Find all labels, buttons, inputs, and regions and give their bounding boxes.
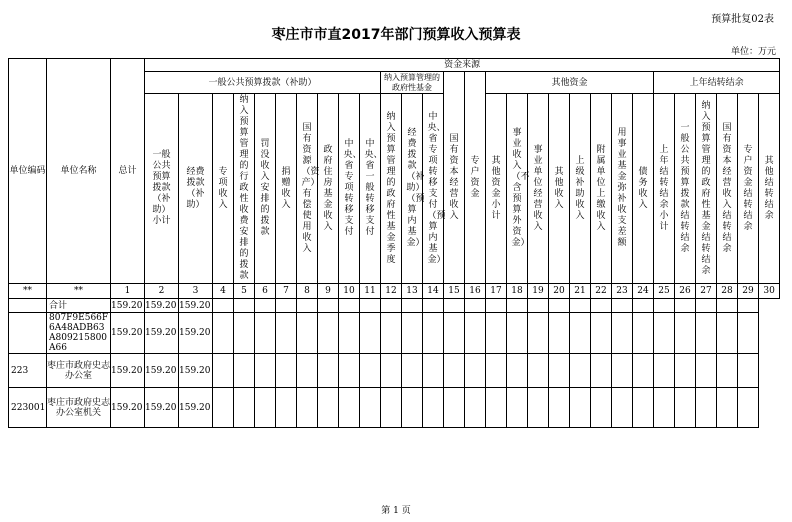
header-col-3: 经费拨款（补助）: [186, 166, 205, 210]
header-col-24: 债务收入: [638, 166, 648, 210]
header-col-20: 其他收入: [554, 166, 564, 210]
col-number: **: [9, 284, 47, 299]
header-col-30: 其他结转结余: [764, 155, 774, 221]
col-number: 1: [111, 284, 145, 299]
header-col-6: 罚没收入安排的拨款: [260, 139, 270, 237]
header-unit-code: 单位编码: [9, 59, 47, 284]
header-col-27: 纳入预算管理的政府性基金结转结余: [701, 100, 711, 276]
header-col-15: 国有资本经营收入: [449, 133, 459, 221]
col-number: 19: [528, 284, 549, 299]
header-col-21: 上级补助收入: [575, 155, 585, 221]
cell-total: 159.20: [111, 313, 145, 354]
cell-general-subtotal: 159.20: [145, 300, 177, 311]
col-number: 9: [318, 284, 339, 299]
page-title: 枣庄市市直2017年部门预算收入预算表: [271, 27, 521, 43]
col-number: 4: [213, 284, 234, 299]
col-number: 26: [675, 284, 696, 299]
header-col-25: 上年结转结余小计: [659, 144, 669, 232]
header-col-28: 国有资本经营收入结转结余: [722, 122, 732, 254]
cell-funding: 159.20: [179, 388, 213, 428]
unit-label: 单位：万元: [730, 47, 776, 57]
col-number: 25: [654, 284, 675, 299]
col-number: 18: [507, 284, 528, 299]
header-col-16: 专户资金: [470, 155, 480, 199]
header-col-18: 事业收入（不含预算外资金）: [511, 128, 530, 248]
header-total: 总计: [111, 59, 145, 284]
cell-total: 159.20: [111, 300, 143, 311]
table-row: [9, 313, 780, 354]
col-number: 14: [423, 284, 444, 299]
col-number: 28: [717, 284, 738, 299]
table-row: [9, 354, 780, 388]
col-number: 7: [276, 284, 297, 299]
header-unit-name: 单位名称: [47, 59, 111, 284]
col-number: 5: [234, 284, 255, 299]
cell-unit-name: 合计: [47, 299, 111, 313]
col-number: 3: [179, 284, 213, 299]
cell-unit-name: 807F9E566F6A48ADB63A809215800A66: [47, 313, 111, 354]
header-other-funds: 其他资金: [486, 72, 654, 94]
cell-funding: 159.20: [179, 354, 213, 388]
cell-funding: 159.20: [179, 313, 213, 354]
header-last-year: 上年结转结余: [654, 72, 780, 94]
header-col-11: 中央、省一般转移支付: [364, 139, 383, 237]
cell-unit-code: 223001: [9, 388, 47, 428]
header-col-4: 专项收入: [218, 166, 228, 210]
budget-table: [8, 58, 780, 428]
cell-unit-code: [9, 313, 47, 354]
header-col-8: 国有资源（资产）有偿使用收入: [301, 122, 320, 254]
cell-general-subtotal: 159.20: [145, 388, 179, 428]
cell-unit-name: 枣庄市政府史志办公室机关: [47, 388, 111, 428]
header-fund-source: 资金来源: [145, 59, 780, 72]
col-number: 22: [591, 284, 612, 299]
cell-general-subtotal: 159.20: [145, 354, 179, 388]
header-col-7: 捐赠收入: [281, 166, 291, 210]
header-col-13: 经费拨款（补助）（预算内基金）: [406, 128, 425, 248]
col-number: 6: [255, 284, 276, 299]
cell-general-subtotal: 159.20: [145, 313, 179, 354]
col-number: 23: [612, 284, 633, 299]
cell-unit-code: 223: [9, 354, 47, 388]
col-number: 2: [145, 284, 179, 299]
header-col-5: 纳入预算管理的行政性收费安排的拨款: [239, 95, 249, 281]
header-gov-fund: 纳入预算管理的政府性基金: [381, 72, 444, 94]
header-col-12: 纳入预算管理的政府性基金季度: [386, 111, 396, 265]
cell-unit-code: [9, 299, 47, 313]
header-col-26: 一般公共预算拨款结转结余: [680, 122, 690, 254]
header-col-2: 一般公共预算拨款（补助）小计: [152, 150, 171, 226]
header-col-23: 用事业基金弥补收支差额: [617, 128, 627, 248]
header-col-10: 中央、省专项转移支付: [343, 139, 362, 237]
cell-total: 159.20: [111, 388, 145, 428]
column-number-row: [9, 284, 780, 299]
col-number: 20: [549, 284, 570, 299]
table-row: [9, 388, 780, 428]
col-number: 27: [696, 284, 717, 299]
form-code: 预算批复02表: [711, 14, 774, 25]
header-col-9: 政府住房基金收入: [323, 144, 333, 232]
cell-total: 159.20: [111, 354, 145, 388]
header-col-22: 附属单位上缴收入: [596, 144, 606, 232]
col-number: 16: [465, 284, 486, 299]
col-number: 24: [633, 284, 654, 299]
table-row: [9, 299, 780, 313]
col-number: 10: [339, 284, 360, 299]
col-number: 8: [297, 284, 318, 299]
col-number: 29: [738, 284, 759, 299]
cell-funding: 159.20: [179, 300, 211, 311]
header-col-17: 其他资金小计: [491, 155, 501, 221]
col-number: 12: [381, 284, 402, 299]
header-general-budget: 一般公共预算拨款（补助）: [145, 72, 381, 94]
col-number: 17: [486, 284, 507, 299]
col-number: 13: [402, 284, 423, 299]
col-number: 30: [759, 284, 780, 299]
cell-unit-name: 枣庄市政府史志办公室: [47, 354, 111, 388]
col-number: 15: [444, 284, 465, 299]
col-number: 21: [570, 284, 591, 299]
col-number: 11: [360, 284, 381, 299]
header-col-29: 专户资金结转结余: [743, 144, 753, 232]
page-footer: 第 1 页: [381, 506, 411, 516]
col-number: **: [47, 284, 111, 299]
header-col-19: 事业单位经营收入: [533, 144, 543, 232]
header-col-14: 中央、省专项转移支付（预算内基金）: [427, 111, 446, 265]
